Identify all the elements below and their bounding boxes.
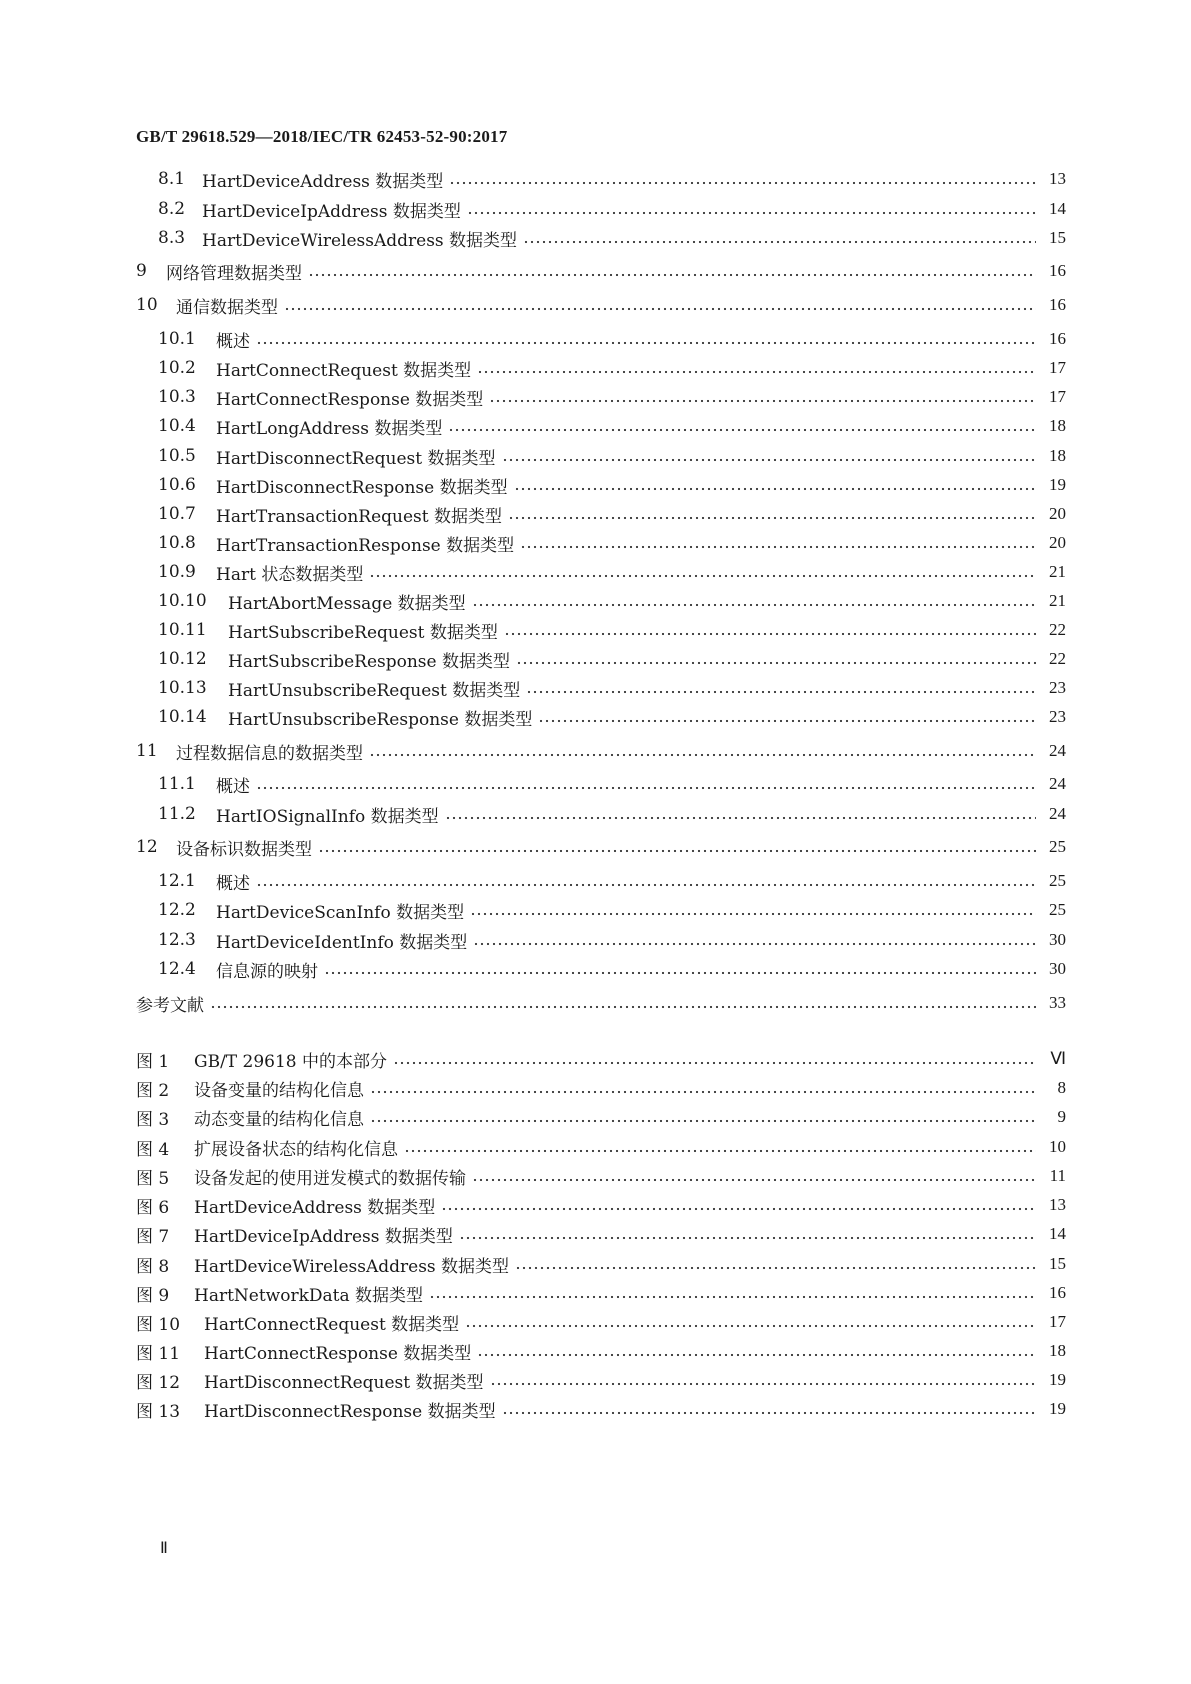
figure-entry[interactable] — [136, 1368, 1066, 1392]
dot-leader — [467, 202, 1036, 219]
dot-leader — [393, 1052, 1036, 1069]
figure-entry-page: 19 — [1049, 1370, 1066, 1389]
dot-leader — [520, 536, 1036, 553]
toc-entry-number: 11.2 — [158, 804, 196, 824]
toc-entry-page: 20 — [1049, 504, 1066, 523]
figure-entry-number: 图 9 — [136, 1285, 170, 1306]
toc-entry-number: 8.1 — [158, 169, 186, 189]
figure-entry[interactable] — [136, 1339, 1066, 1363]
figure-entry-page: 13 — [1049, 1195, 1066, 1214]
figure-entry[interactable] — [136, 1047, 1066, 1071]
toc-entry-page: 18 — [1049, 446, 1066, 465]
toc-entry-page: 19 — [1049, 475, 1066, 494]
toc-entry-title: 过程数据信息的数据类型 — [176, 743, 363, 764]
toc-entry-number: 9 — [136, 261, 147, 281]
dot-leader — [470, 903, 1036, 920]
toc-entry[interactable] — [158, 473, 1066, 497]
toc-entry-number: 12.4 — [158, 959, 196, 979]
figure-entry-title: HartConnectResponse 数据类型 — [204, 1343, 472, 1364]
figure-entry-number: 图 1 — [136, 1051, 170, 1072]
toc-entry-title: HartDeviceIdentInfo 数据类型 — [216, 932, 468, 953]
toc-entry-page: 30 — [1049, 930, 1066, 949]
toc-entry-number: 10.1 — [158, 329, 196, 349]
toc-entry-page: 21 — [1049, 591, 1066, 610]
figure-entry-page: 19 — [1049, 1399, 1066, 1418]
toc-entry[interactable] — [158, 802, 1066, 826]
figure-entry[interactable] — [136, 1105, 1066, 1129]
toc-entry-page: 13 — [1049, 169, 1066, 188]
toc-entry-page: 25 — [1049, 871, 1066, 890]
toc-entry[interactable] — [158, 327, 1066, 351]
dot-leader — [502, 1402, 1036, 1419]
toc-entry-page: 15 — [1049, 228, 1066, 247]
toc-entry-title: HartDeviceAddress 数据类型 — [202, 171, 444, 192]
toc-entry-page: 16 — [1049, 329, 1066, 348]
figure-entry[interactable] — [136, 1252, 1066, 1276]
toc-entry-number: 10.3 — [158, 387, 196, 407]
toc-entry-page: 25 — [1049, 900, 1066, 919]
toc-entry-number: 10.8 — [158, 533, 196, 553]
toc-entry-title: HartConnectResponse 数据类型 — [216, 389, 484, 410]
toc-entry[interactable] — [158, 414, 1066, 438]
toc-entry-page: 22 — [1049, 620, 1066, 639]
dot-leader — [514, 478, 1036, 495]
toc-entry-page: 23 — [1049, 707, 1066, 726]
dot-leader — [508, 507, 1036, 524]
toc-entry-title: HartUnsubscribeRequest 数据类型 — [228, 680, 521, 701]
dot-leader — [441, 1198, 1036, 1215]
toc-entry[interactable] — [158, 589, 1066, 613]
toc-entry-page: 16 — [1049, 295, 1066, 314]
figure-entry-number: 图 5 — [136, 1168, 170, 1189]
figure-entry-number: 图 8 — [136, 1256, 170, 1277]
toc-entry-title: HartSubscribeResponse 数据类型 — [228, 651, 510, 672]
dot-leader — [504, 623, 1036, 640]
figure-entry-page: 14 — [1049, 1224, 1066, 1243]
dot-leader — [429, 1286, 1036, 1303]
toc-entry-number: 12.1 — [158, 871, 196, 891]
toc-entry[interactable] — [158, 618, 1066, 642]
dot-leader — [369, 565, 1036, 582]
figure-entry-title: HartDeviceWirelessAddress 数据类型 — [194, 1256, 510, 1277]
toc-entry-number: 10.13 — [158, 678, 207, 698]
figure-entry-page: 11 — [1049, 1166, 1066, 1185]
toc-entry-number: 8.2 — [158, 199, 186, 219]
toc-entry-page: 16 — [1049, 261, 1066, 280]
dot-leader — [459, 1227, 1036, 1244]
dot-leader — [369, 744, 1036, 761]
dot-leader — [318, 840, 1036, 857]
toc-entry-number: 10.14 — [158, 707, 207, 727]
toc-entry[interactable] — [158, 772, 1066, 796]
toc-entry[interactable] — [158, 928, 1066, 952]
toc-entry-title: HartUnsubscribeResponse 数据类型 — [228, 709, 533, 730]
toc-entry-page: 24 — [1049, 774, 1066, 793]
toc-entry-number: 12.2 — [158, 900, 196, 920]
toc-entry-page: 20 — [1049, 533, 1066, 552]
toc-entry-number: 10.7 — [158, 504, 196, 524]
figure-entry-title: HartConnectRequest 数据类型 — [204, 1314, 460, 1335]
toc-entry-title: HartDisconnectRequest 数据类型 — [216, 448, 496, 469]
dot-leader — [490, 1373, 1037, 1390]
dot-leader — [210, 996, 1036, 1013]
dot-leader — [256, 874, 1036, 891]
toc-entry-number: 10.12 — [158, 649, 207, 669]
toc-entry[interactable] — [158, 647, 1066, 671]
toc-entry-page: 25 — [1049, 837, 1066, 856]
toc-entry-title: Hart 状态数据类型 — [216, 564, 364, 585]
toc-entry-number: 10.4 — [158, 416, 196, 436]
toc-entry[interactable] — [158, 676, 1066, 700]
dot-leader — [256, 777, 1036, 794]
figure-entry[interactable] — [136, 1397, 1066, 1421]
toc-entry-number: 10.6 — [158, 475, 196, 495]
toc-entry-title: HartIOSignalInfo 数据类型 — [216, 806, 439, 827]
toc-entry[interactable] — [158, 705, 1066, 729]
toc-entry-page: 23 — [1049, 678, 1066, 697]
toc-entry-page: 24 — [1049, 804, 1066, 823]
figure-entry-page: 15 — [1049, 1254, 1066, 1273]
toc-entry-number: 10.5 — [158, 446, 196, 466]
figure-entry-title: HartDeviceIpAddress 数据类型 — [194, 1226, 453, 1247]
dot-leader — [477, 1344, 1036, 1361]
toc-entry-page: 17 — [1049, 358, 1066, 377]
toc-entry[interactable] — [158, 444, 1066, 468]
toc-entry-number: 8.3 — [158, 228, 186, 248]
toc-entry[interactable] — [158, 167, 1066, 191]
dot-leader — [526, 681, 1036, 698]
toc-entry-title: 参考文献 — [136, 995, 204, 1016]
figure-entry-title: HartDisconnectRequest 数据类型 — [204, 1372, 484, 1393]
page-number: Ⅱ — [160, 1540, 168, 1557]
figure-entry-title: HartNetworkData 数据类型 — [194, 1285, 424, 1306]
toc-entry-number: 12 — [136, 837, 158, 857]
dot-leader — [256, 332, 1036, 349]
toc-entry-title: 信息源的映射 — [216, 961, 318, 982]
toc-entry-title: HartSubscribeRequest 数据类型 — [228, 622, 498, 643]
toc-entry-title: 设备标识数据类型 — [176, 839, 312, 860]
toc-entry-number: 10 — [136, 295, 158, 315]
toc-entry[interactable] — [136, 835, 1066, 859]
toc-entry-number: 11.1 — [158, 774, 196, 794]
toc-entry[interactable] — [158, 385, 1066, 409]
toc-entry-title: 网络管理数据类型 — [166, 263, 302, 284]
toc-entry-page: 22 — [1049, 649, 1066, 668]
figure-entry-title: 设备发起的使用迸发模式的数据传输 — [194, 1168, 466, 1189]
toc-entry[interactable] — [136, 739, 1066, 763]
toc-entry[interactable] — [158, 957, 1066, 981]
figure-entry[interactable] — [136, 1310, 1066, 1334]
figure-entry-number: 图 3 — [136, 1109, 170, 1130]
toc-entry[interactable] — [136, 293, 1066, 317]
toc-entry[interactable] — [158, 531, 1066, 555]
toc-entry[interactable] — [158, 502, 1066, 526]
dot-leader — [515, 1257, 1036, 1274]
toc-entry-number: 12.3 — [158, 930, 196, 950]
figure-entry-title: 设备变量的结构化信息 — [194, 1080, 364, 1101]
dot-leader — [324, 962, 1036, 979]
dot-leader — [448, 419, 1036, 436]
figure-entry-number: 图 7 — [136, 1226, 170, 1247]
toc-entry-title: 概述 — [216, 331, 250, 352]
toc-entry-title: 概述 — [216, 776, 250, 797]
toc-entry-page: 21 — [1049, 562, 1066, 581]
toc-entry[interactable] — [158, 197, 1066, 221]
toc-entry-page: 33 — [1049, 993, 1066, 1012]
toc-entry[interactable] — [136, 259, 1066, 283]
dot-leader — [473, 933, 1036, 950]
toc-entry-title: HartConnectRequest 数据类型 — [216, 360, 472, 381]
figure-entry[interactable] — [136, 1222, 1066, 1246]
figure-entry-number: 图 11 — [136, 1343, 181, 1364]
toc-entry-page: 18 — [1049, 416, 1066, 435]
figure-entry-title: 扩展设备状态的结构化信息 — [194, 1139, 398, 1160]
figure-entry-number: 图 12 — [136, 1372, 181, 1393]
dot-leader — [489, 390, 1036, 407]
dot-leader — [472, 594, 1036, 611]
figure-entry-title: GB/T 29618 中的本部分 — [194, 1051, 388, 1072]
toc-entry-number: 11 — [136, 741, 158, 761]
toc-entry[interactable] — [158, 226, 1066, 250]
toc-entry-number: 10.9 — [158, 562, 196, 582]
dot-leader — [308, 264, 1036, 281]
dot-leader — [404, 1140, 1036, 1157]
dot-leader — [445, 807, 1036, 824]
figure-entry-number: 图 10 — [136, 1314, 181, 1335]
figure-entry-number: 图 4 — [136, 1139, 170, 1160]
figure-entry[interactable] — [136, 1076, 1066, 1100]
figure-entry[interactable] — [136, 1193, 1066, 1217]
toc-entry-title: HartDisconnectResponse 数据类型 — [216, 477, 508, 498]
figure-entry-number: 图 13 — [136, 1401, 181, 1422]
figure-entry-page: 9 — [1057, 1107, 1066, 1126]
toc-entry-title: 通信数据类型 — [176, 297, 278, 318]
figure-entry[interactable] — [136, 1281, 1066, 1305]
figure-entry[interactable] — [136, 1135, 1066, 1159]
figure-entry[interactable] — [136, 1164, 1066, 1188]
figure-entry-title: 动态变量的结构化信息 — [194, 1109, 364, 1130]
toc-entry-title: HartTransactionResponse 数据类型 — [216, 535, 515, 556]
toc-entry-title: HartLongAddress 数据类型 — [216, 418, 443, 439]
dot-leader — [516, 652, 1036, 669]
toc-entry-title: HartTransactionRequest 数据类型 — [216, 506, 503, 527]
figure-entry-number: 图 6 — [136, 1197, 170, 1218]
document-header: GB/T 29618.529—2018/IEC/TR 62453-52-90:2017 — [136, 127, 508, 146]
dot-leader — [370, 1110, 1036, 1127]
dot-leader — [477, 361, 1036, 378]
toc-entry-title: HartDeviceWirelessAddress 数据类型 — [202, 230, 518, 251]
dot-leader — [370, 1081, 1036, 1098]
figure-entry-page: 18 — [1049, 1341, 1066, 1360]
toc-entry[interactable] — [136, 991, 1066, 1015]
toc-entry-title: HartDeviceIpAddress 数据类型 — [202, 201, 461, 222]
figure-entry-page: 16 — [1049, 1283, 1066, 1302]
toc-entry-page: 24 — [1049, 741, 1066, 760]
dot-leader — [472, 1169, 1036, 1186]
dot-leader — [449, 172, 1036, 189]
dot-leader — [538, 710, 1036, 727]
toc-entry-number: 10.10 — [158, 591, 207, 611]
figure-entry-page: 10 — [1049, 1137, 1066, 1156]
dot-leader — [502, 449, 1037, 466]
figure-entry-page: Ⅵ — [1050, 1049, 1066, 1068]
toc-entry-page: 14 — [1049, 199, 1066, 218]
dot-leader — [465, 1315, 1036, 1332]
toc-entry[interactable] — [158, 560, 1066, 584]
toc-entry-title: 概述 — [216, 873, 250, 894]
toc-entry-number: 10.11 — [158, 620, 207, 640]
figure-entry-page: 8 — [1057, 1078, 1066, 1097]
toc-entry-title: HartAbortMessage 数据类型 — [228, 593, 466, 614]
toc-entry[interactable] — [158, 898, 1066, 922]
toc-entry[interactable] — [158, 356, 1066, 380]
figure-entry-page: 17 — [1049, 1312, 1066, 1331]
toc-entry-title: HartDeviceScanInfo 数据类型 — [216, 902, 465, 923]
toc-entry[interactable] — [158, 869, 1066, 893]
figure-entry-number: 图 2 — [136, 1080, 170, 1101]
dot-leader — [284, 298, 1036, 315]
toc-entry-number: 10.2 — [158, 358, 196, 378]
dot-leader — [523, 231, 1036, 248]
toc-entry-page: 30 — [1049, 959, 1066, 978]
figure-entry-title: HartDisconnectResponse 数据类型 — [204, 1401, 496, 1422]
figure-entry-title: HartDeviceAddress 数据类型 — [194, 1197, 436, 1218]
toc-entry-page: 17 — [1049, 387, 1066, 406]
